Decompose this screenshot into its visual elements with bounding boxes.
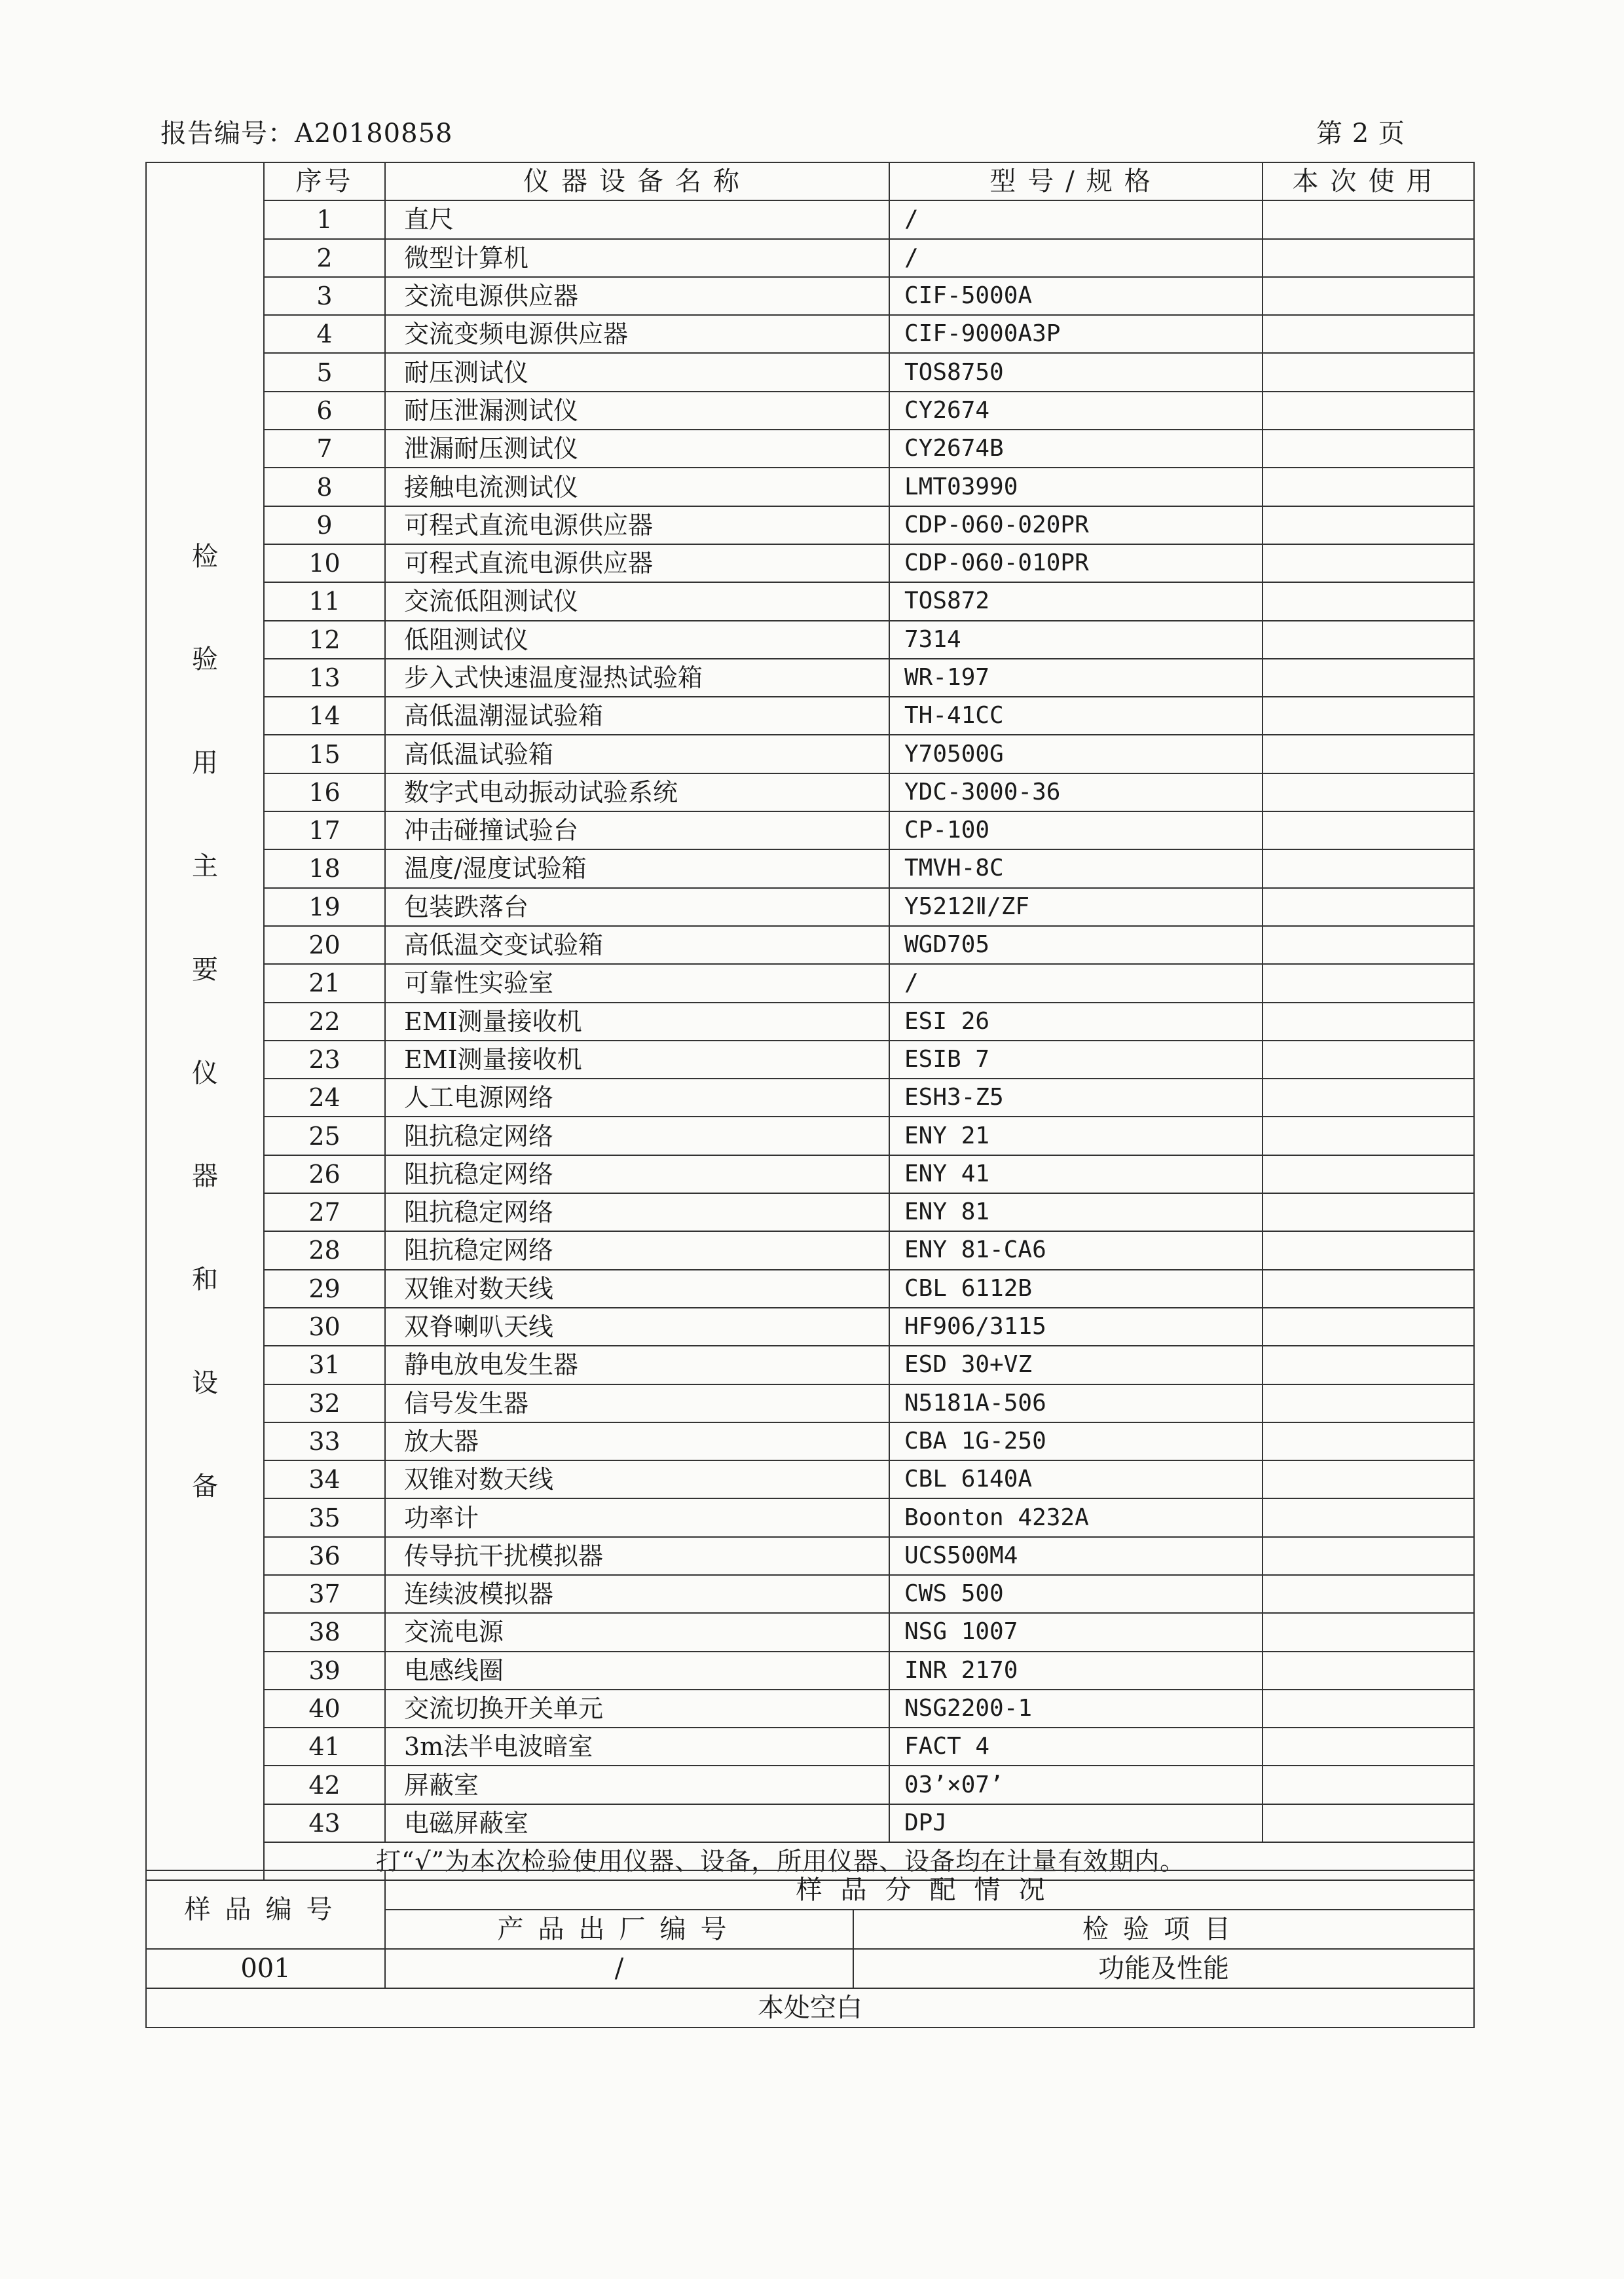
row-name: 数字式电动振动试验系统 xyxy=(385,773,889,811)
row-model: HF906/3115 xyxy=(889,1308,1263,1346)
row-no: 42 xyxy=(264,1766,385,1804)
row-use-checkbox[interactable] xyxy=(1263,964,1474,1002)
table-row xyxy=(146,888,1474,926)
row-model: CBL 6140A xyxy=(889,1460,1263,1498)
row-model: N5181A-506 xyxy=(889,1384,1263,1422)
row-use-checkbox[interactable] xyxy=(1263,430,1474,468)
row-name: 交流变频电源供应器 xyxy=(385,315,889,353)
row-use-checkbox[interactable] xyxy=(1263,1613,1474,1651)
row-name: 低阻测试仪 xyxy=(385,621,889,659)
row-no: 43 xyxy=(264,1804,385,1842)
row-model: ESH3-Z5 xyxy=(889,1079,1263,1117)
row-use-checkbox[interactable] xyxy=(1263,1422,1474,1460)
sample-no-header: 样品编号 xyxy=(146,1870,385,1949)
table-row xyxy=(146,621,1474,659)
row-use-checkbox[interactable] xyxy=(1263,621,1474,659)
row-name: 交流切换开关单元 xyxy=(385,1690,889,1728)
row-no: 37 xyxy=(264,1575,385,1613)
row-name: 双锥对数天线 xyxy=(385,1460,889,1498)
row-use-checkbox[interactable] xyxy=(1263,239,1474,277)
row-use-checkbox[interactable] xyxy=(1263,1766,1474,1804)
row-use-checkbox[interactable] xyxy=(1263,1575,1474,1613)
sample-table xyxy=(145,1870,1475,2028)
row-model: UCS500M4 xyxy=(889,1537,1263,1575)
table-header-row xyxy=(146,162,1474,200)
row-model: / xyxy=(889,239,1263,277)
side-title-char: 和 xyxy=(192,1265,218,1295)
side-title-char: 备 xyxy=(192,1471,218,1502)
table-row xyxy=(146,468,1474,506)
row-no: 18 xyxy=(264,849,385,887)
row-use-checkbox[interactable] xyxy=(1263,1384,1474,1422)
table-row xyxy=(146,1498,1474,1536)
row-no: 20 xyxy=(264,926,385,964)
row-model: ENY 81-CA6 xyxy=(889,1231,1263,1269)
row-no: 4 xyxy=(264,315,385,353)
row-model: TH-41CC xyxy=(889,697,1263,735)
row-no: 27 xyxy=(264,1193,385,1231)
equipment-table xyxy=(145,162,1475,1881)
row-use-checkbox[interactable] xyxy=(1263,697,1474,735)
table-row xyxy=(146,582,1474,620)
row-name: 连续波模拟器 xyxy=(385,1575,889,1613)
row-name: EMI测量接收机 xyxy=(385,1003,889,1041)
row-use-checkbox[interactable] xyxy=(1263,1270,1474,1308)
row-name: 交流低阻测试仪 xyxy=(385,582,889,620)
row-no: 8 xyxy=(264,468,385,506)
table-row xyxy=(146,200,1474,238)
row-name: 3m法半电波暗室 xyxy=(385,1728,889,1766)
row-name: EMI测量接收机 xyxy=(385,1041,889,1079)
row-no: 22 xyxy=(264,1003,385,1041)
row-use-checkbox[interactable] xyxy=(1263,1728,1474,1766)
table-row xyxy=(146,735,1474,773)
row-name: 放大器 xyxy=(385,1422,889,1460)
row-use-checkbox[interactable] xyxy=(1263,1079,1474,1117)
row-no: 2 xyxy=(264,239,385,277)
row-no: 11 xyxy=(264,582,385,620)
row-use-checkbox[interactable] xyxy=(1263,659,1474,697)
row-use-checkbox[interactable] xyxy=(1263,1308,1474,1346)
table-row xyxy=(146,849,1474,887)
row-use-checkbox[interactable] xyxy=(1263,735,1474,773)
row-no: 13 xyxy=(264,659,385,697)
row-use-checkbox[interactable] xyxy=(1263,849,1474,887)
row-model: ESIB 7 xyxy=(889,1041,1263,1079)
row-name: 双脊喇叭天线 xyxy=(385,1308,889,1346)
row-no: 36 xyxy=(264,1537,385,1575)
blank-row xyxy=(146,1988,1474,2028)
row-use-checkbox[interactable] xyxy=(1263,1003,1474,1041)
table-row xyxy=(146,1460,1474,1498)
sample-no: 001 xyxy=(146,1949,385,1988)
row-use-checkbox[interactable] xyxy=(1263,468,1474,506)
row-use-checkbox[interactable] xyxy=(1263,888,1474,926)
row-use-checkbox[interactable] xyxy=(1263,506,1474,544)
row-use-checkbox[interactable] xyxy=(1263,353,1474,391)
row-no: 40 xyxy=(264,1690,385,1728)
row-use-checkbox[interactable] xyxy=(1263,1231,1474,1269)
row-model: TOS8750 xyxy=(889,353,1263,391)
note-text: 打“√”为本次检验使用仪器、设备，所用仪器、设备均在计量有效期内。 xyxy=(264,1842,1474,1880)
row-model: TOS872 xyxy=(889,582,1263,620)
row-no: 34 xyxy=(264,1460,385,1498)
table-row xyxy=(146,315,1474,353)
side-title-char: 仪 xyxy=(192,1058,218,1088)
row-model: INR 2170 xyxy=(889,1652,1263,1690)
row-name: 高低温交变试验箱 xyxy=(385,926,889,964)
row-model: WR-197 xyxy=(889,659,1263,697)
table-row xyxy=(146,773,1474,811)
row-no: 29 xyxy=(264,1270,385,1308)
row-name: 阻抗稳定网络 xyxy=(385,1117,889,1155)
table-row xyxy=(146,353,1474,391)
row-name: 高低温潮湿试验箱 xyxy=(385,697,889,735)
row-no: 5 xyxy=(264,353,385,391)
row-name: 接触电流测试仪 xyxy=(385,468,889,506)
row-model: ESI 26 xyxy=(889,1003,1263,1041)
row-name: 传导抗干扰模拟器 xyxy=(385,1537,889,1575)
row-use-checkbox[interactable] xyxy=(1263,200,1474,238)
row-no: 39 xyxy=(264,1652,385,1690)
table-row xyxy=(146,1346,1474,1384)
row-use-checkbox[interactable] xyxy=(1263,544,1474,582)
row-model: Boonton 4232A xyxy=(889,1498,1263,1536)
row-model: Y70500G xyxy=(889,735,1263,773)
col-header-use: 本次使用 xyxy=(1263,162,1474,200)
row-name: 屏蔽室 xyxy=(385,1766,889,1804)
row-name: 电感线圈 xyxy=(385,1652,889,1690)
table-row xyxy=(146,1804,1474,1842)
table-row xyxy=(146,1079,1474,1117)
table-row xyxy=(146,1041,1474,1079)
row-name: 温度/湿度试验箱 xyxy=(385,849,889,887)
row-use-checkbox[interactable] xyxy=(1263,582,1474,620)
table-row xyxy=(146,1690,1474,1728)
table-row xyxy=(146,1728,1474,1766)
row-name: 直尺 xyxy=(385,200,889,238)
row-model: TMVH-8C xyxy=(889,849,1263,887)
table-row xyxy=(146,277,1474,315)
serial-value: / xyxy=(385,1949,853,1988)
row-name: 信号发生器 xyxy=(385,1384,889,1422)
row-no: 26 xyxy=(264,1155,385,1193)
col-header-model: 型号/规格 xyxy=(889,162,1263,200)
table-row xyxy=(146,811,1474,849)
row-model: Y5212Ⅱ/ZF xyxy=(889,888,1263,926)
row-name: 双锥对数天线 xyxy=(385,1270,889,1308)
table-row xyxy=(146,1575,1474,1613)
row-no: 17 xyxy=(264,811,385,849)
row-name: 可程式直流电源供应器 xyxy=(385,544,889,582)
row-name: 电磁屏蔽室 xyxy=(385,1804,889,1842)
row-name: 高低温试验箱 xyxy=(385,735,889,773)
row-model: CWS 500 xyxy=(889,1575,1263,1613)
equipment-table-body xyxy=(146,162,1474,1880)
row-use-checkbox[interactable] xyxy=(1263,811,1474,849)
row-no: 28 xyxy=(264,1231,385,1269)
table-row xyxy=(146,697,1474,735)
report-number: 报告编号：A20180858 xyxy=(160,119,453,149)
serial-header: 产品出厂编号 xyxy=(385,1910,853,1949)
row-model: CBA 1G-250 xyxy=(889,1422,1263,1460)
row-model: ENY 81 xyxy=(889,1193,1263,1231)
row-no: 41 xyxy=(264,1728,385,1766)
row-model: / xyxy=(889,200,1263,238)
row-use-checkbox[interactable] xyxy=(1263,1193,1474,1231)
table-row xyxy=(146,430,1474,468)
distribution-header: 样品分配情况 xyxy=(385,1870,1474,1910)
side-title-char: 检 xyxy=(192,541,218,572)
row-model: / xyxy=(889,964,1263,1002)
row-name: 静电放电发生器 xyxy=(385,1346,889,1384)
row-use-checkbox[interactable] xyxy=(1263,1346,1474,1384)
row-name: 人工电源网络 xyxy=(385,1079,889,1117)
row-name: 耐压泄漏测试仪 xyxy=(385,392,889,430)
row-use-checkbox[interactable] xyxy=(1263,1155,1474,1193)
row-no: 1 xyxy=(264,200,385,238)
table-row xyxy=(146,1652,1474,1690)
table-row xyxy=(146,1537,1474,1575)
row-model: 03’×07’ xyxy=(889,1766,1263,1804)
row-model: CP-100 xyxy=(889,811,1263,849)
row-use-checkbox[interactable] xyxy=(1263,1460,1474,1498)
row-no: 12 xyxy=(264,621,385,659)
row-no: 10 xyxy=(264,544,385,582)
row-model: NSG 1007 xyxy=(889,1613,1263,1651)
side-title xyxy=(147,541,263,1502)
row-name: 功率计 xyxy=(385,1498,889,1536)
row-model: CBL 6112B xyxy=(889,1270,1263,1308)
row-name: 微型计算机 xyxy=(385,239,889,277)
table-row xyxy=(146,1003,1474,1041)
row-model: WGD705 xyxy=(889,926,1263,964)
page-number: 第 2 页 xyxy=(1316,119,1405,149)
col-header-name: 仪器设备名称 xyxy=(385,162,889,200)
row-no: 24 xyxy=(264,1079,385,1117)
row-use-checkbox[interactable] xyxy=(1263,1117,1474,1155)
row-name: 交流电源供应器 xyxy=(385,277,889,315)
side-title-char: 要 xyxy=(192,954,218,985)
row-model: 7314 xyxy=(889,621,1263,659)
row-name: 阻抗稳定网络 xyxy=(385,1155,889,1193)
side-title-char: 用 xyxy=(192,748,218,779)
row-model: ENY 21 xyxy=(889,1117,1263,1155)
table-row xyxy=(146,506,1474,544)
table-row xyxy=(146,392,1474,430)
side-title-cell xyxy=(146,162,264,1880)
table-row xyxy=(146,544,1474,582)
table-row xyxy=(146,1308,1474,1346)
table-row xyxy=(146,1231,1474,1269)
row-use-checkbox[interactable] xyxy=(1263,1690,1474,1728)
col-header-no: 序号 xyxy=(264,162,385,200)
row-no: 15 xyxy=(264,735,385,773)
side-title-char: 器 xyxy=(192,1161,218,1192)
table-row xyxy=(146,1270,1474,1308)
row-no: 38 xyxy=(264,1613,385,1651)
row-model: LMT03990 xyxy=(889,468,1263,506)
row-model: ENY 41 xyxy=(889,1155,1263,1193)
row-model: ESD 30+VZ xyxy=(889,1346,1263,1384)
sample-row xyxy=(146,1949,1474,1988)
table-row xyxy=(146,1422,1474,1460)
row-no: 3 xyxy=(264,277,385,315)
row-use-checkbox[interactable] xyxy=(1263,1537,1474,1575)
row-name: 包装跌落台 xyxy=(385,888,889,926)
blank-cell xyxy=(146,1988,1474,2028)
sample-header-row xyxy=(146,1870,1474,1910)
row-model: NSG2200-1 xyxy=(889,1690,1263,1728)
row-no: 16 xyxy=(264,773,385,811)
side-title-char: 主 xyxy=(192,851,218,881)
row-no: 31 xyxy=(264,1346,385,1384)
row-no: 35 xyxy=(264,1498,385,1536)
row-use-checkbox[interactable] xyxy=(1263,773,1474,811)
row-model: DPJ xyxy=(889,1804,1263,1842)
table-row xyxy=(146,1155,1474,1193)
row-no: 33 xyxy=(264,1422,385,1460)
row-no: 7 xyxy=(264,430,385,468)
table-row xyxy=(146,1193,1474,1231)
row-model: FACT 4 xyxy=(889,1728,1263,1766)
row-model: CDP-060-020PR xyxy=(889,506,1263,544)
table-row xyxy=(146,964,1474,1002)
row-use-checkbox[interactable] xyxy=(1263,315,1474,353)
row-no: 25 xyxy=(264,1117,385,1155)
table-row xyxy=(146,926,1474,964)
row-name: 阻抗稳定网络 xyxy=(385,1231,889,1269)
row-model: CY2674 xyxy=(889,392,1263,430)
row-use-checkbox[interactable] xyxy=(1263,1041,1474,1079)
table-row xyxy=(146,1766,1474,1804)
row-name: 阻抗稳定网络 xyxy=(385,1193,889,1231)
blank-text: 本处空白 xyxy=(758,1993,862,2023)
row-no: 19 xyxy=(264,888,385,926)
row-name: 可靠性实验室 xyxy=(385,964,889,1002)
row-use-checkbox[interactable] xyxy=(1263,392,1474,430)
row-name: 泄漏耐压测试仪 xyxy=(385,430,889,468)
row-model: CIF-5000A xyxy=(889,277,1263,315)
row-model: CY2674B xyxy=(889,430,1263,468)
row-use-checkbox[interactable] xyxy=(1263,1498,1474,1536)
row-name: 步入式快速温度湿热试验箱 xyxy=(385,659,889,697)
row-use-checkbox[interactable] xyxy=(1263,926,1474,964)
row-no: 21 xyxy=(264,964,385,1002)
row-use-checkbox[interactable] xyxy=(1263,1652,1474,1690)
row-no: 23 xyxy=(264,1041,385,1079)
row-use-checkbox[interactable] xyxy=(1263,1804,1474,1842)
side-title-char: 验 xyxy=(192,644,218,675)
items-header: 检验项目 xyxy=(853,1910,1474,1949)
table-row xyxy=(146,1117,1474,1155)
row-model: CIF-9000A3P xyxy=(889,315,1263,353)
row-no: 9 xyxy=(264,506,385,544)
side-title-char: 设 xyxy=(192,1367,218,1398)
table-row xyxy=(146,239,1474,277)
row-model: YDC-3000-36 xyxy=(889,773,1263,811)
row-name: 耐压测试仪 xyxy=(385,353,889,391)
row-no: 32 xyxy=(264,1384,385,1422)
row-no: 14 xyxy=(264,697,385,735)
items-value: 功能及性能 xyxy=(853,1949,1474,1988)
row-name: 冲击碰撞试验台 xyxy=(385,811,889,849)
row-use-checkbox[interactable] xyxy=(1263,277,1474,315)
row-name: 可程式直流电源供应器 xyxy=(385,506,889,544)
table-row xyxy=(146,1384,1474,1422)
table-row xyxy=(146,1613,1474,1651)
table-row xyxy=(146,659,1474,697)
row-no: 30 xyxy=(264,1308,385,1346)
row-model: CDP-060-010PR xyxy=(889,544,1263,582)
row-no: 6 xyxy=(264,392,385,430)
row-name: 交流电源 xyxy=(385,1613,889,1651)
